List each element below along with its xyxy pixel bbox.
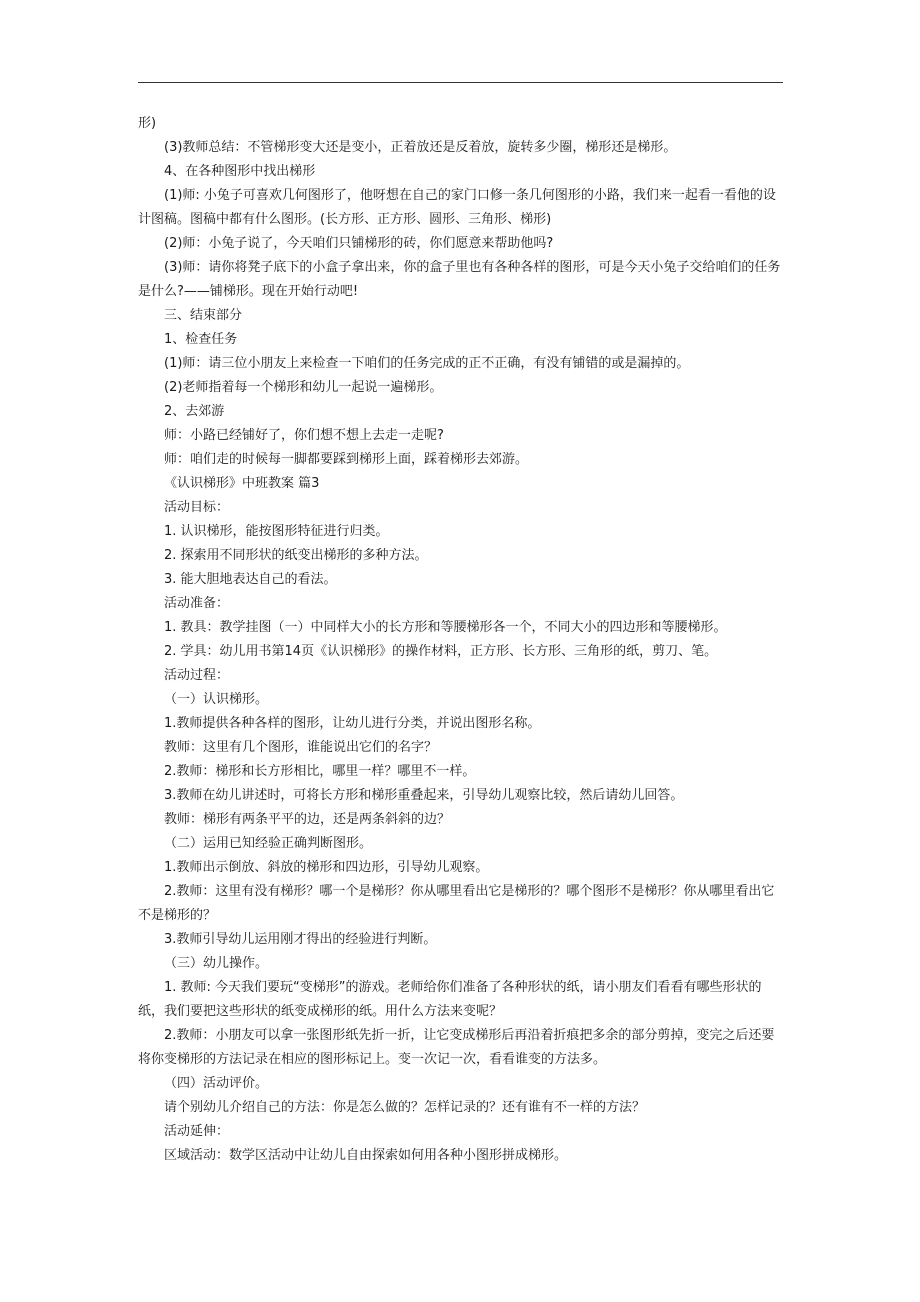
paragraph: 1、检查任务 [164, 332, 238, 347]
paragraph: 1. 认识梯形，能按图形特征进行归类。 [164, 524, 389, 539]
paragraph: 师：咱们走的时候每一脚都要踩到梯形上面，踩着梯形去郊游。 [164, 452, 529, 467]
paragraph: 《认识梯形》中班教案 篇3 [164, 476, 320, 491]
paragraph: 1. 教师: 今天我们要玩“变梯形”的游戏。老师给你们准备了各种形状的纸，请小朋友们看看有哪些形状的纸，我们要把这些形状的纸变成梯形的纸。用什么方法来变呢？ [138, 980, 762, 1019]
paragraph: 2. 学具：幼儿用书第14页《认识梯形》的操作材料，正方形、长方形、三角形的纸，剪刀、笔。 [164, 644, 718, 659]
paragraph: 教师：梯形有两条平平的边，还是两条斜斜的边？ [164, 812, 451, 827]
paragraph: (3)教师总结：不管梯形变大还是变小，正着放还是反着放，旋转多少圈，梯形还是梯形。 [164, 140, 677, 155]
paragraph: （四）活动评价。 [164, 1076, 269, 1091]
paragraph: 2.教师：小朋友可以拿一张图形纸先折一折，让它变成梯形后再沿着折痕把多余的部分剪掉，变完之后还要将你变梯形的方法记录在相应的图形标记上。变一次记一次，看看谁变的方法多。 [138, 1028, 775, 1067]
paragraph: 2.教师：这里有没有梯形？哪一个是梯形？你从哪里看出它是梯形的？哪个图形不是梯形？你从哪里看出它不是梯形的？ [138, 884, 775, 923]
paragraph: 活动准备： [164, 596, 230, 611]
paragraph: (1)师：请三位小朋友上来检查一下咱们的任务完成的正不正确，有没有铺错的或是漏掉的。 [164, 356, 690, 371]
paragraph: 1.教师出示倒放、斜放的梯形和四边形，引导幼儿观察。 [164, 860, 489, 875]
document-body [138, 112, 784, 1168]
paragraph: 请个别幼儿介绍自己的方法：你是怎么做的？怎样记录的？还有谁有不一样的方法？ [164, 1100, 646, 1115]
paragraph: （二）运用已知经验正确判断图形。 [164, 836, 373, 851]
paragraph: 2、去郊游 [164, 404, 225, 419]
paragraph: 师：小路已经铺好了，你们想不想上去走一走呢? [164, 428, 444, 443]
header-rule [138, 82, 783, 83]
paragraph: 活动延伸： [164, 1124, 230, 1139]
paragraph: 三、结束部分 [164, 308, 243, 323]
paragraph: 2.教师：梯形和长方形相比，哪里一样？哪里不一样。 [164, 764, 476, 779]
paragraph: (2)师：小兔子说了，今天咱们只铺梯形的砖，你们愿意来帮助他吗? [164, 236, 554, 251]
paragraph: 3.教师引导幼儿运用刚才得出的经验进行判断。 [164, 932, 437, 947]
paragraph: (3)师：请你将凳子底下的小盒子拿出来，你的盒子里也有各种各样的图形，可是今天小兔子交给咱们的任务是什么?——铺梯形。现在开始行动吧! [138, 260, 781, 299]
paragraph: (1)师: 小兔子可喜欢几何图形了，他呀想在自己的家门口修一条几何图形的小路，我们来一起看一看他的设计图稿。图稿中都有什么图形。(长方形、正方形、圆形、三角形、梯形) [138, 188, 776, 227]
paragraph: 区域活动：数学区活动中让幼儿自由探索如何用各种小图形拼成梯形。 [164, 1148, 568, 1163]
paragraph: 形) [138, 116, 157, 131]
paragraph: 3. 能大胆地表达自己的看法。 [164, 572, 337, 587]
paragraph: 活动目标： [164, 500, 230, 515]
paragraph: 3.教师在幼儿讲述时，可将长方形和梯形重叠起来，引导幼儿观察比较，然后请幼儿回答。 [164, 788, 684, 803]
paragraph: 教师：这里有几个图形，谁能说出它们的名字？ [164, 740, 438, 755]
paragraph: 活动过程： [164, 668, 230, 683]
paragraph: 2. 探索用不同形状的纸变出梯形的多种方法。 [164, 548, 428, 563]
paragraph: (2)老师指着每一个梯形和幼儿一起说一遍梯形。 [164, 380, 443, 395]
paragraph: （一）认识梯形。 [164, 692, 269, 707]
paragraph: 4、在各种图形中找出梯形 [164, 164, 316, 179]
paragraph: 1. 教具：教学挂图（一）中同样大小的长方形和等腰梯形各一个，不同大小的四边形和等腰梯形。 [164, 620, 727, 635]
paragraph: （三）幼儿操作。 [164, 956, 269, 971]
paragraph: 1.教师提供各种各样的图形，让幼儿进行分类，并说出图形名称。 [164, 716, 541, 731]
